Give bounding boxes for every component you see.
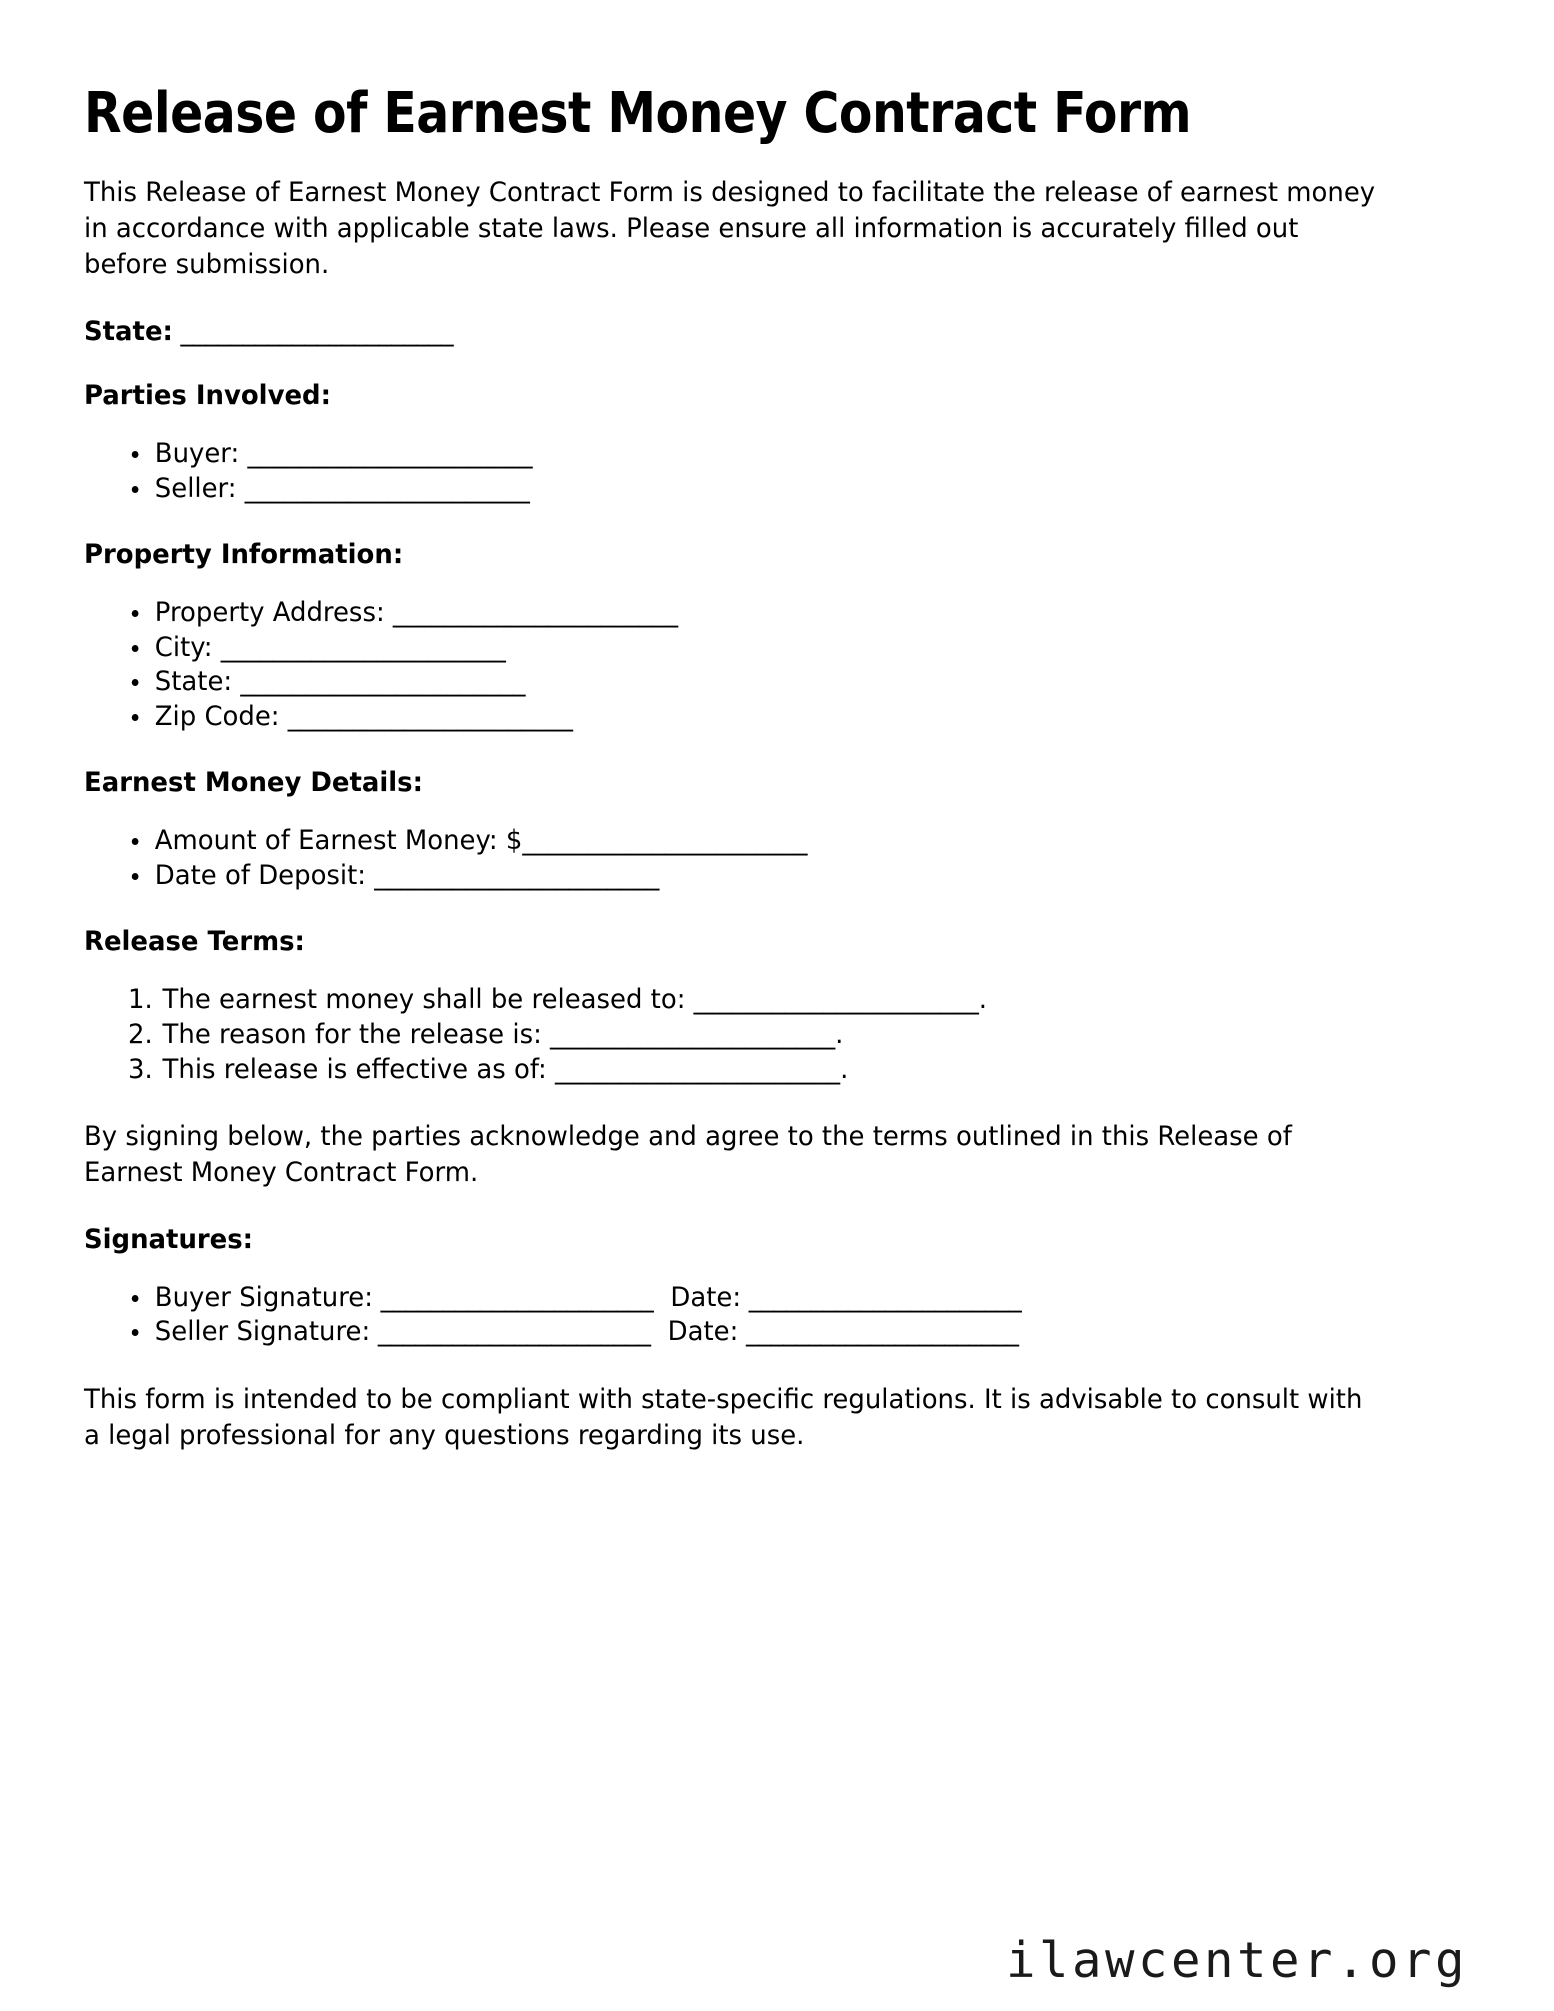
property-information-list <box>84 596 1464 734</box>
release-terms-heading: Release Terms: <box>84 926 305 958</box>
signatures-list <box>84 1281 1464 1350</box>
list-item[interactable]: Amount of Earnest Money: $______________________ <box>126 824 1410 859</box>
disclaimer-paragraph: This form is intended to be compliant with state-specific regulations. It is advisable to consult with a legal professional for any questions regarding its use. <box>84 1384 1363 1451</box>
seller-signature-blank[interactable]: ______________________ <box>370 1316 651 1348</box>
signatures-heading: Signatures: <box>84 1223 254 1255</box>
earnest-money-details-list <box>84 824 1464 893</box>
seller-signature-label: Seller Signature: <box>154 1316 371 1348</box>
buyer-date-label: Date: <box>670 1281 742 1313</box>
seller-date-blank[interactable]: ______________________ <box>738 1316 1019 1348</box>
property-information-heading: Property Information: <box>84 539 404 571</box>
list-item <box>126 1281 1410 1316</box>
list-item <box>126 1315 1410 1350</box>
footer-brand-watermark: ilawcenter.org <box>1005 1932 1468 1989</box>
acknowledgement-paragraph: By signing below, the parties acknowledge and agree to the terms outlined in this Release of Earnest Money Contract Form. <box>84 1121 1292 1188</box>
list-item[interactable]: City: ______________________ <box>126 631 1410 666</box>
list-item[interactable]: This release is effective as of: ______________________. <box>162 1053 849 1085</box>
buyer-signature-label: Buyer Signature: <box>154 1281 373 1313</box>
parties-involved-heading: Parties Involved: <box>84 380 331 412</box>
state-field-blank[interactable]: ______________________ <box>172 316 454 348</box>
list-item[interactable]: The earnest money shall be released to: ______________________. <box>162 984 988 1016</box>
list-item[interactable]: Zip Code: ______________________ <box>126 700 1410 735</box>
parties-involved-list <box>84 437 1464 506</box>
earnest-money-details-heading: Earnest Money Details: <box>84 767 423 799</box>
list-item[interactable]: Buyer: ______________________ <box>126 437 1410 472</box>
seller-date-label: Date: <box>667 1316 739 1348</box>
buyer-signature-blank[interactable]: ______________________ <box>372 1281 654 1313</box>
release-terms-list <box>84 983 1464 1087</box>
list-item[interactable]: Property Address: ______________________ <box>126 596 1410 631</box>
list-item[interactable]: Date of Deposit: ______________________ <box>126 859 1410 894</box>
list-item[interactable]: State: ______________________ <box>126 665 1410 700</box>
state-field-row <box>84 316 1409 347</box>
page-title: Release of Earnest Money Contract Form <box>84 81 1192 146</box>
intro-paragraph: This Release of Earnest Money Contract Form is designed to facilitate the release of earnest money in accordance with applicable state laws. Please ensure all information is accurately filled out before submission. <box>84 177 1376 281</box>
state-field-label: State: <box>84 316 173 348</box>
list-item[interactable]: The reason for the release is: ______________________. <box>162 1019 844 1050</box>
list-item[interactable]: Seller: ______________________ <box>126 472 1410 507</box>
buyer-date-blank[interactable]: ______________________ <box>741 1281 1022 1313</box>
